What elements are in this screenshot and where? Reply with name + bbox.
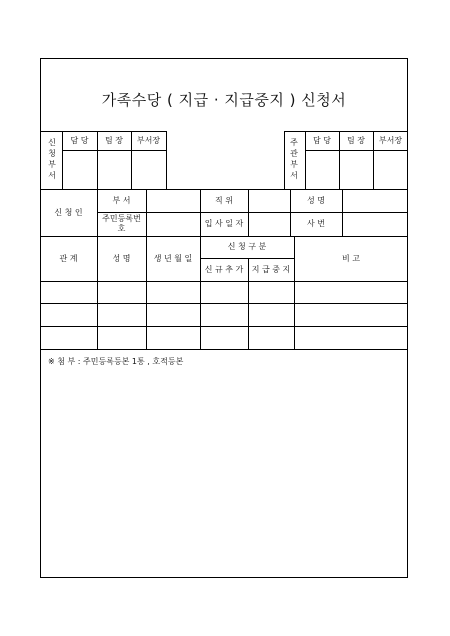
approval-right-left-edge — [284, 131, 285, 189]
approval-right-top-line — [284, 131, 408, 132]
resident-no-field[interactable] — [147, 213, 199, 235]
approval-right-header-staff: 담 당 — [313, 136, 331, 145]
family-table-bottom-line — [40, 349, 408, 350]
dept-field[interactable] — [147, 190, 199, 211]
hire-date-field[interactable] — [249, 213, 289, 235]
position-field[interactable] — [249, 190, 289, 211]
new-addition-header: 신 규 추 가 — [204, 265, 244, 274]
approval-left-header-staff: 담 당 — [70, 136, 89, 145]
approval-right-sign-team-lead[interactable] — [340, 151, 372, 188]
approval-right-header-dept-head: 부서장 — [378, 136, 403, 145]
family-name-header: 성 명 — [112, 254, 131, 263]
applicant-label: 신 청 인 — [54, 208, 83, 217]
table-row[interactable] — [41, 327, 407, 348]
applicant-bottom-line — [40, 236, 408, 237]
hire-date-label: 입 사 일 자 — [204, 219, 244, 228]
table-row[interactable] — [41, 282, 407, 302]
name-field[interactable] — [343, 190, 407, 211]
approval-right-header-team-lead: 팀 장 — [347, 136, 365, 145]
dept-label: 부 서 — [112, 196, 131, 205]
form-title: 가족수당 ( 지급 · 지급중지 ) 신청서 — [101, 91, 347, 109]
approval-left-header-dept-head: 부서장 — [136, 136, 161, 145]
approval-left-sign-staff[interactable] — [63, 151, 96, 188]
approval-right-sign-staff[interactable] — [306, 151, 338, 188]
approval-left-sign-dept-head[interactable] — [132, 151, 165, 188]
resident-no-label: 주민등록번 호 — [102, 214, 141, 233]
employee-no-field[interactable] — [343, 213, 407, 235]
approval-left-top-line — [40, 131, 166, 132]
approval-left-header-team-lead: 팀 장 — [105, 136, 123, 145]
attachment-note: ※ 첨 부 : 주민등록등본 1통 , 호적등본 — [48, 357, 184, 366]
approval-left-col-3 — [166, 131, 167, 189]
position-label: 직 위 — [215, 196, 233, 205]
request-type-header: 신 청 구 분 — [227, 242, 267, 251]
name-label: 성 명 — [307, 196, 325, 205]
request-subheader-line — [200, 258, 294, 259]
remarks-header: 비 고 — [342, 254, 360, 263]
approval-right-sign-dept-head[interactable] — [374, 151, 407, 188]
approval-left-sign-team-lead[interactable] — [98, 151, 130, 188]
approval-left-label: 신 청 부 서 — [48, 138, 56, 180]
payment-stop-header: 지 급 중 지 — [251, 265, 291, 274]
table-row[interactable] — [41, 304, 407, 325]
relation-header: 관 계 — [59, 254, 78, 263]
employee-no-label: 사 번 — [307, 219, 325, 228]
birth-date-header: 생 년 월 일 — [153, 254, 193, 263]
approval-right-label: 주 관 부 서 — [290, 138, 298, 180]
